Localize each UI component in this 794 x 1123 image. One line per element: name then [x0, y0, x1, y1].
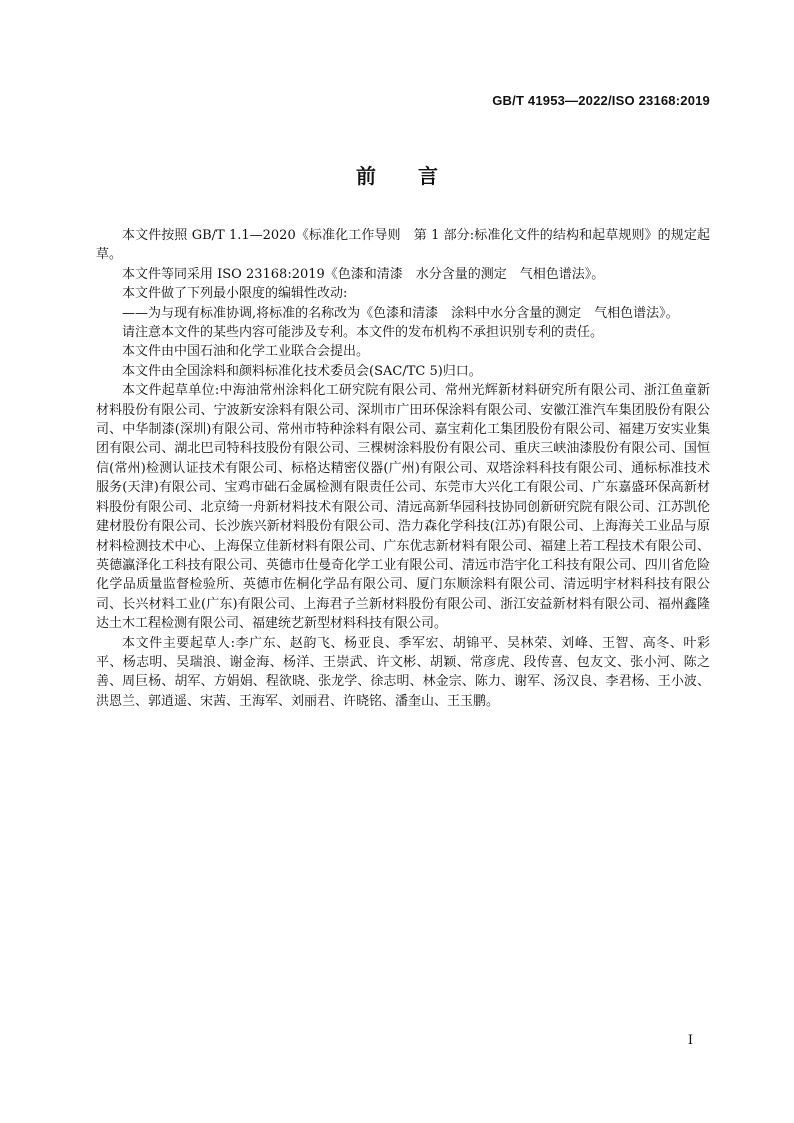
- paragraph-drafting-rules: 本文件按照 GB/T 1.1—2020《标准化工作导则 第 1 部分:标准化文件的结构和起草规则》的规定起草。: [96, 228, 710, 263]
- paragraph-patent-notice: 请注意本文件的某些内容可能涉及专利。本文件的发布机构不承担识别专利的责任。: [122, 325, 604, 341]
- paragraph-technical-committee: 本文件由全国涂料和颜料标准化技术委员会(SAC/TC 5)归口。: [122, 363, 482, 379]
- paragraph-title-change: ——为与现有标准协调,将标准的名称改为《色漆和清漆 涂料中水分含量的测定 气相色谱法》。: [122, 305, 679, 321]
- paragraph-proposer: 本文件由中国石油和化学工业联合会提出。: [122, 344, 370, 360]
- paragraph-iso-adoption: 本文件等同采用 ISO 23168:2019《色漆和清漆 水分含量的测定 气相色谱法》。: [122, 266, 605, 282]
- paragraph-drafting-units: 本文件起草单位:中海油常州涂料化工研究院有限公司、常州光辉新材料研究所有限公司、浙江鱼童新材料股份有限公司、宁波新安涂料有限公司、深圳市广田环保涂料有限公司、安徽江淮汽车集团股份有限公司、中华制漆(深圳)有限公司、常州市特种涂料有限公司、嘉宝莉化工集团股份有限公司、福建万安实业集团有限公司、湖北巴司特科技股份有限公司、三棵树涂料股份有限公司、重庆三峡油漆股份有限公司、国恒信(常州)检测认证技术有限公司、标格达精密仪器(广州)有限公司、双塔涂料科技有限公司、通标标准技术服务(天津)有限公司、宝鸡市础石金属检测有限责任公司、东莞市大兴化工有限公司、广东嘉盛环保高新材料股份有限公司、北京绮一舟新材料技术有限公司、清远高新华园科技协同创新研究院有限公司、江苏凯伦建材股份有限公司、长沙族兴新材料股份有限公司、浩力森化学科技(江苏)有限公司、上海海关工业品与原材料检测技术中心、上海保立佳新材料有限公司、广东优志新材料有限公司、福建上若工程技术有限公司、英德瀛泽化工科技有限公司、英德市仕曼奇化学工业有限公司、清远市浩宇化工科技有限公司、四川省危险化学品质量监督检验所、英德市佐桐化学品有限公司、厦门东顺涂料有限公司、清远明宇材料科技有限公司、长兴材料工业(广东)有限公司、上海君子兰新材料股份有限公司、浙江安益新材料有限公司、福州鑫隆达土木工程检测有限公司、福建统艺新型材料科技有限公司。: [96, 383, 710, 632]
- paragraph-editorial-changes: 本文件做了下列最小限度的编辑性改动:: [122, 286, 348, 302]
- foreword-body: [96, 226, 710, 711]
- page-number: I: [687, 1033, 693, 1048]
- page-title: 前言: [356, 164, 480, 188]
- paragraph-main-drafters: 本文件主要起草人:李广东、赵韵飞、杨亚良、季军宏、胡锦平、吴林荣、刘峰、王智、高冬、叶彩平、杨志明、吴瑞浪、谢金海、杨洋、王崇武、许文彬、胡颖、常彦虎、段传喜、包友文、张小河、陈之善、周巨杨、胡军、方娟娟、程欲晓、张龙学、徐志明、林金宗、陈力、谢军、汤汉良、李君杨、王小波、洪恩兰、郭逍遥、宋茜、王海军、刘丽君、许晓铭、潘奎山、王玉鹏。: [96, 635, 710, 709]
- standard-code-header: GB/T 41953—2022/ISO 23168:2019: [492, 93, 710, 108]
